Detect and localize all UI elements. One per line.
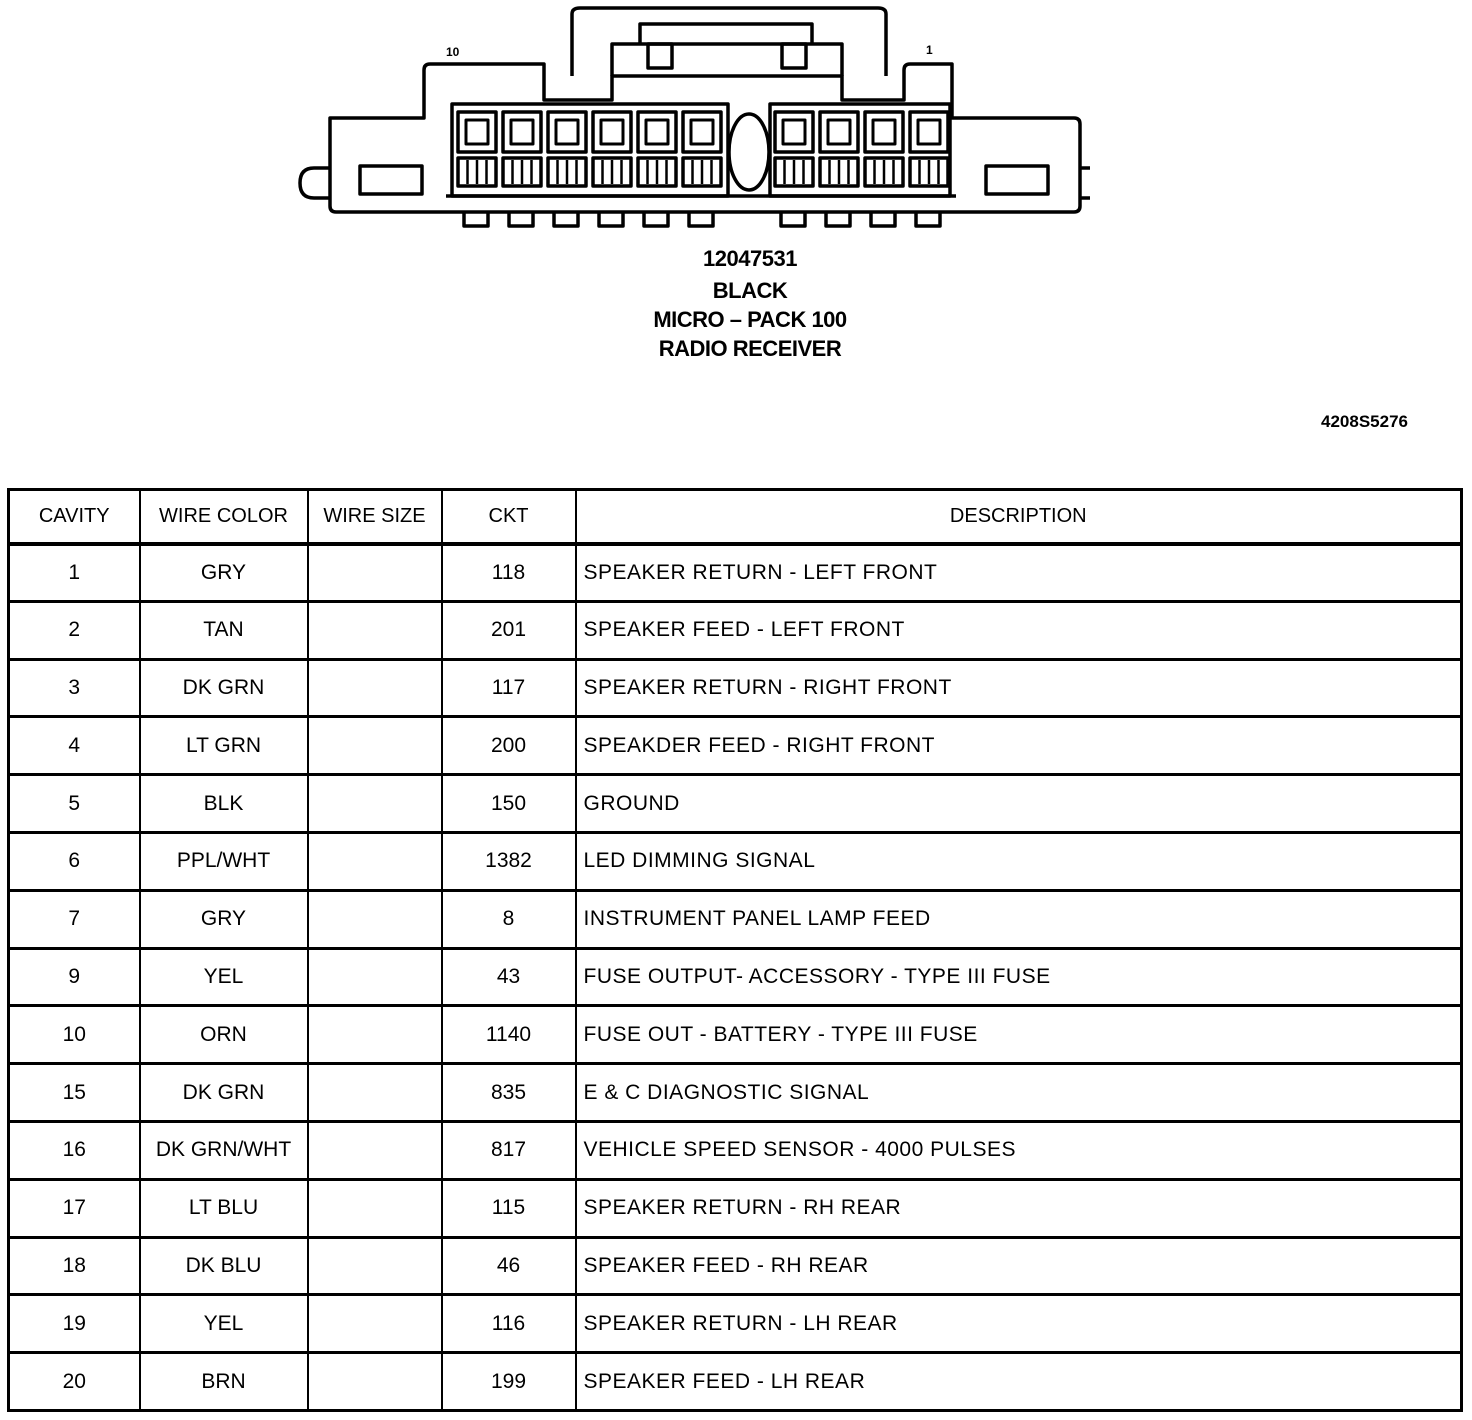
slot-right: [986, 166, 1048, 194]
cell-description: SPEAKER FEED - LH REAR: [576, 1353, 1462, 1411]
cell-ckt: 115: [442, 1179, 576, 1237]
cell-cavity: 17: [9, 1179, 140, 1237]
cell-ckt: 200: [442, 717, 576, 775]
pin-tab: [509, 212, 533, 226]
cell-ckt: 8: [442, 890, 576, 948]
cell-wire-size: [308, 1064, 442, 1122]
cell-cavity: 3: [9, 659, 140, 717]
table-row: [9, 1006, 1462, 1064]
slot-left: [360, 166, 422, 194]
cell-cavity: 7: [9, 890, 140, 948]
cell-description: SPEAKER RETURN - RH REAR: [576, 1179, 1462, 1237]
table-header-row: [9, 490, 1462, 544]
connector-color: BLACK: [712, 278, 788, 303]
table-row: [9, 1179, 1462, 1237]
cell-wire-color: GRY: [140, 544, 308, 602]
cell-wire-color: YEL: [140, 948, 308, 1006]
cell-cavity: 2: [9, 601, 140, 659]
cell-ckt: 835: [442, 1064, 576, 1122]
ear-left: [300, 168, 330, 198]
cell-wire-size: [308, 1006, 442, 1064]
cavity-square: [503, 112, 541, 152]
pin-tab: [464, 212, 488, 226]
cell-description: FUSE OUTPUT- ACCESSORY - TYPE III FUSE: [576, 948, 1462, 1006]
cell-wire-size: [308, 544, 442, 602]
cell-wire-size: [308, 775, 442, 833]
table-row: [9, 775, 1462, 833]
pin-tab: [916, 212, 940, 226]
cavity-square: [910, 112, 948, 152]
header-wire-color: WIRE COLOR: [140, 490, 308, 544]
header-ckt: CKT: [442, 490, 576, 544]
cell-cavity: 15: [9, 1064, 140, 1122]
cell-wire-size: [308, 659, 442, 717]
cell-description: FUSE OUT - BATTERY - TYPE III FUSE: [576, 1006, 1462, 1064]
cell-cavity: 16: [9, 1121, 140, 1179]
cell-description: SPEAKER FEED - LEFT FRONT: [576, 601, 1462, 659]
cell-cavity: 6: [9, 832, 140, 890]
cell-description: VEHICLE SPEED SENSOR - 4000 PULSES: [576, 1121, 1462, 1179]
cavity-square: [775, 112, 813, 152]
cell-wire-color: DK BLU: [140, 1237, 308, 1295]
cavity-square: [593, 112, 631, 152]
table-row: [9, 948, 1462, 1006]
cell-wire-color: TAN: [140, 601, 308, 659]
cell-wire-size: [308, 890, 442, 948]
header-description: DESCRIPTION: [576, 490, 1462, 544]
cell-description: INSTRUMENT PANEL LAMP FEED: [576, 890, 1462, 948]
cavity-square: [458, 112, 496, 152]
pin-tab: [644, 212, 668, 226]
cell-cavity: 10: [9, 1006, 140, 1064]
cell-wire-color: LT BLU: [140, 1179, 308, 1237]
cell-wire-color: LT GRN: [140, 717, 308, 775]
table-row: [9, 832, 1462, 890]
cavity-square: [820, 112, 858, 152]
cell-ckt: 116: [442, 1295, 576, 1353]
cell-wire-size: [308, 601, 442, 659]
cell-wire-color: PPL/WHT: [140, 832, 308, 890]
cell-ckt: 150: [442, 775, 576, 833]
header-wire-size: WIRE SIZE: [308, 490, 442, 544]
cell-wire-size: [308, 832, 442, 890]
cell-description: GROUND: [576, 775, 1462, 833]
cell-cavity: 1: [9, 544, 140, 602]
header-cavity: CAVITY: [9, 490, 140, 544]
cell-wire-size: [308, 948, 442, 1006]
cell-cavity: 19: [9, 1295, 140, 1353]
pin-tab: [826, 212, 850, 226]
cell-ckt: 1140: [442, 1006, 576, 1064]
cell-wire-color: DK GRN/WHT: [140, 1121, 308, 1179]
pin-label-1: 1: [926, 43, 933, 57]
cell-wire-color: ORN: [140, 1006, 308, 1064]
table-row: [9, 1237, 1462, 1295]
connector-component: RADIO RECEIVER: [658, 336, 842, 361]
cell-wire-color: YEL: [140, 1295, 308, 1353]
connector-series: MICRO – PACK 100: [653, 307, 847, 332]
cell-ckt: 117: [442, 659, 576, 717]
pin-tab: [554, 212, 578, 226]
cell-description: SPEAKER FEED - RH REAR: [576, 1237, 1462, 1295]
cell-cavity: 18: [9, 1237, 140, 1295]
cell-ckt: 201: [442, 601, 576, 659]
table-row: [9, 659, 1462, 717]
latch-outline: [572, 8, 886, 76]
housing-outline: [330, 64, 1080, 212]
cavity-grid: [458, 112, 948, 186]
cell-ckt: 46: [442, 1237, 576, 1295]
table-row: [9, 601, 1462, 659]
cell-description: SPEAKER RETURN - LEFT FRONT: [576, 544, 1462, 602]
pin-label-10: 10: [446, 45, 460, 59]
cell-wire-size: [308, 1295, 442, 1353]
cell-description: SPEAKER RETURN - LH REAR: [576, 1295, 1462, 1353]
cavity-square: [865, 112, 903, 152]
pinout-table: [7, 488, 1463, 1412]
cell-wire-size: [308, 1179, 442, 1237]
cell-description: SPEAKER RETURN - RIGHT FRONT: [576, 659, 1462, 717]
cell-cavity: 5: [9, 775, 140, 833]
cell-wire-size: [308, 1353, 442, 1411]
pin-tab: [781, 212, 805, 226]
figure-reference: 4208S5276: [1321, 412, 1408, 431]
table-row: [9, 1295, 1462, 1353]
cell-wire-color: BLK: [140, 775, 308, 833]
cell-cavity: 20: [9, 1353, 140, 1411]
table-row: [9, 544, 1462, 602]
cavity-block-right: [770, 104, 950, 196]
cell-ckt: 43: [442, 948, 576, 1006]
cell-wire-color: DK GRN: [140, 1064, 308, 1122]
pin-tab: [871, 212, 895, 226]
connector-part-number: 12047531: [703, 246, 797, 271]
cavity-square: [683, 112, 721, 152]
cell-description: LED DIMMING SIGNAL: [576, 832, 1462, 890]
table-row: [9, 1064, 1462, 1122]
table-row: [9, 890, 1462, 948]
table-row: [9, 1353, 1462, 1411]
cell-ckt: 118: [442, 544, 576, 602]
cell-description: E & C DIAGNOSTIC SIGNAL: [576, 1064, 1462, 1122]
cavity-square: [638, 112, 676, 152]
cell-ckt: 199: [442, 1353, 576, 1411]
connector-drawing: [290, 0, 1090, 240]
cell-cavity: 4: [9, 717, 140, 775]
cell-wire-size: [308, 1237, 442, 1295]
cell-ckt: 817: [442, 1121, 576, 1179]
cavity-block-left: [452, 104, 728, 196]
cell-wire-size: [308, 1121, 442, 1179]
cell-wire-size: [308, 717, 442, 775]
table-row: [9, 1121, 1462, 1179]
cell-wire-color: DK GRN: [140, 659, 308, 717]
cell-description: SPEAKDER FEED - RIGHT FRONT: [576, 717, 1462, 775]
pin-tab: [599, 212, 623, 226]
cell-cavity: 9: [9, 948, 140, 1006]
cell-wire-color: BRN: [140, 1353, 308, 1411]
cavity-square: [548, 112, 586, 152]
table-row: [9, 717, 1462, 775]
cell-wire-color: GRY: [140, 890, 308, 948]
cell-ckt: 1382: [442, 832, 576, 890]
pin-tab: [689, 212, 713, 226]
